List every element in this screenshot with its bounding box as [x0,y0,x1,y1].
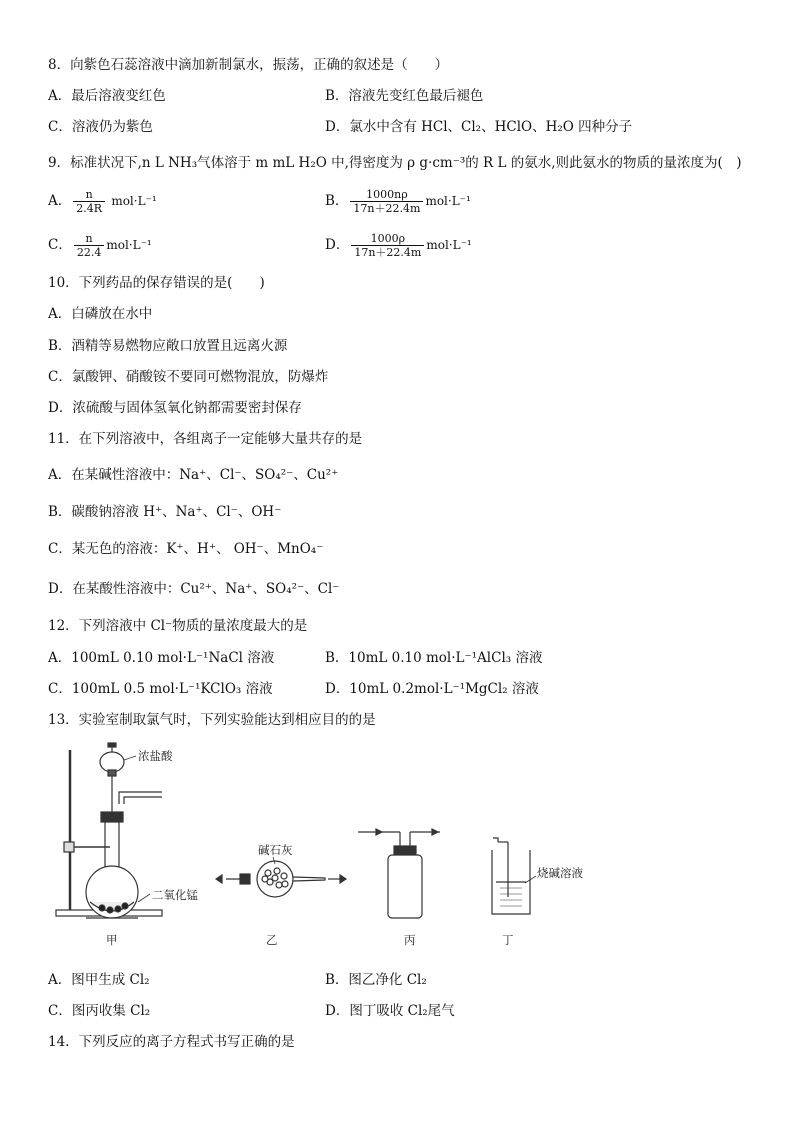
q9-option-b [325,188,471,215]
q9-d-num: 1000ρ [370,232,406,245]
q13-option-c: C．图丙收集 Cl₂ [48,1003,151,1019]
q11-option-d: D．在某酸性溶液中：Cu²⁺、Na⁺、SO₄²⁻、Cl⁻ [48,581,340,597]
q11-option-c: C．某无色的溶液：K⁺、H⁺、 OH⁻、MnO₄⁻ [48,541,324,557]
q9-a-fraction [73,188,105,215]
q10-option-d: D．浓硫酸与固体氢氧化钠都需要密封保存 [48,400,302,416]
q8-option-a: A．最后溶液变红色 [48,88,166,104]
q9-a-num: n [85,188,93,201]
q8-option-b: B．溶液先变红色最后褪色 [325,88,484,104]
apparatus-figure [40,742,600,952]
drying-tube-yi [216,861,346,897]
q9-c-label: C． [48,237,72,253]
q10-option-b: B．酒精等易燃物应敞口放置且远离火源 [48,338,288,354]
label-mno2: 二氧化锰 [152,888,198,902]
q9-c-num: n [85,232,93,245]
q9-b-fraction [350,188,423,215]
q8-stem: 8．向紫色石蕊溶液中滴加新制氯水，振荡，正确的叙述是（ ） [48,57,449,73]
gas-bottle-bing [358,829,440,918]
label-concentrated-hcl: 浓盐酸 [138,749,173,763]
q9-d-fraction [351,232,424,259]
q12-option-a: A．100mL 0.10 mol·L⁻¹NaCl 溶液 [48,650,275,666]
q13-stem: 13．实验室制取氯气时，下列实验能达到相应目的的是 [48,712,376,728]
caption-bing: 丙 [404,933,416,947]
q11-option-a: A．在某碱性溶液中：Na⁺、Cl⁻、SO₄²⁻、Cu²⁺ [48,467,339,483]
apparatus-drawing [40,742,600,952]
q9-a-den: 2.4R [73,201,105,215]
q13-option-a: A．图甲生成 Cl₂ [48,972,150,988]
q10-option-a: A．白磷放在水中 [48,306,153,322]
q11-option-b: B．碳酸钠溶液 H⁺、Na⁺、Cl⁻、OH⁻ [48,504,282,520]
q9-option-d [325,232,472,259]
stand-apparatus-jia [56,743,162,918]
q8-option-d: D．氯水中含有 HCl、Cl₂、HClO、H₂O 四种分子 [325,119,633,135]
q9-b-label: B． [325,193,349,209]
q9-stem: 9．标准状况下,n L NH₃气体溶于 m mL H₂O 中,得密度为 ρ g·cm⁻³的 R L 的氨水,则此氨水的物质的量浓度为( ) [48,155,742,171]
q9-d-label: D． [325,237,350,253]
caption-jia: 甲 [106,933,118,947]
q9-a-label: A． [48,193,72,209]
q14-stem: 14．下列反应的离子方程式书写正确的是 [48,1034,295,1050]
q9-c-fraction [74,232,105,259]
q11-stem: 11．在下列溶液中，各组离子一定能够大量共存的是 [48,431,363,447]
q9-d-unit: mol·L⁻¹ [426,238,472,252]
mno2-leader-line [138,894,150,902]
q10-stem: 10．下列药品的保存错误的是( ) [48,275,265,291]
q9-b-unit: mol·L⁻¹ [425,194,471,208]
q12-option-d: D．10mL 0.2mol·L⁻¹MgCl₂ 溶液 [325,681,539,697]
q9-b-den: 17n＋22.4m [350,201,423,215]
q9-option-a [48,188,157,215]
q8-option-c: C．溶液仍为紫色 [48,119,153,135]
q10-option-c: C．氯酸钾、硝酸铵不要同可燃物混放，防爆炸 [48,369,329,385]
q9-c-den: 22.4 [74,245,105,259]
q9-option-c [48,232,152,259]
q9-b-num: 1000nρ [366,188,408,201]
beaker-ding [492,838,530,914]
label-soda-lime: 碱石灰 [258,843,293,857]
q9-c-unit: mol·L⁻¹ [106,238,152,252]
caption-yi: 乙 [266,933,278,947]
q12-option-c: C．100mL 0.5 mol·L⁻¹KClO₃ 溶液 [48,681,273,697]
q13-option-b: B．图乙净化 Cl₂ [325,972,427,988]
q12-option-b: B．10mL 0.10 mol·L⁻¹AlCl₃ 溶液 [325,650,543,666]
caption-ding: 丁 [502,933,514,947]
q9-a-unit: mol·L⁻¹ [111,194,157,208]
q9-d-den: 17n＋22.4m [351,245,424,259]
q13-option-d: D．图丁吸收 Cl₂尾气 [325,1003,455,1019]
q12-stem: 12．下列溶液中 Cl⁻物质的量浓度最大的是 [48,618,308,634]
label-naoh-solution: 烧碱溶液 [537,866,583,880]
